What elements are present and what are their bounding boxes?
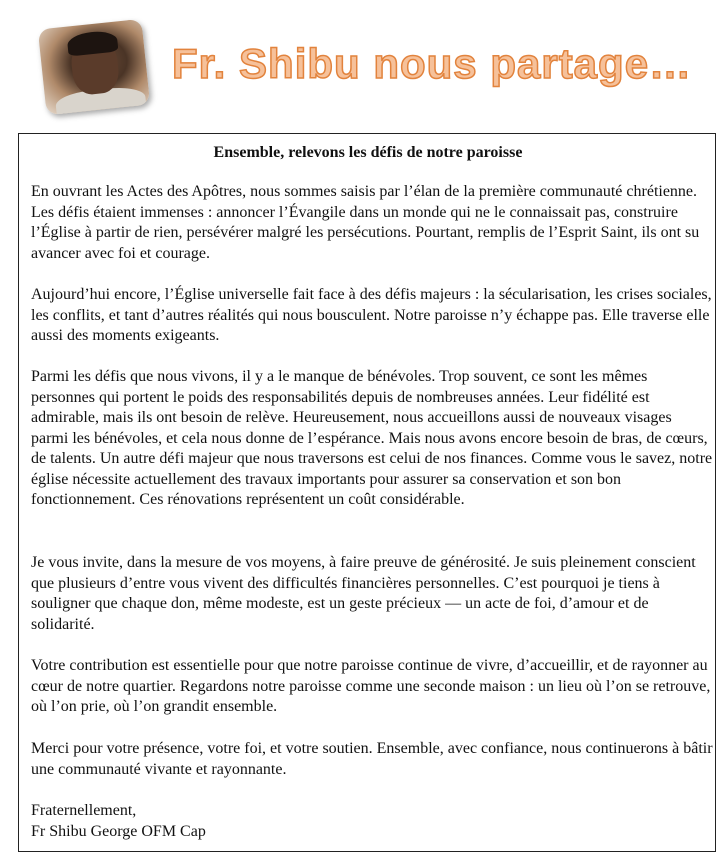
header (0, 0, 728, 130)
paragraph-6: Merci pour votre présence, votre foi, et votre soutien. Ensemble, avec confiance, nous continuerons à bâtir une communauté vivante et rayonnante. (31, 740, 713, 778)
author-photo (38, 19, 150, 115)
paragraph-5: Votre contribution est essentielle pour que notre paroisse continue de vivre, d’accueillir, et de rayonner au cœur de notre quartier. Regardons notre paroisse comme une seconde maison : un lieu où l’on se retrouve, où l’on prie, où l’on grandit ensemble. (31, 657, 711, 715)
article-heading: Ensemble, relevons les défis de notre paroisse (213, 144, 523, 161)
paragraph-3: Parmi les défis que nous vivons, il y a le manque de bénévoles. Trop souvent, ce sont les mêmes personnes qui portent le poids des responsabilités depuis de nombreuses années. Leur fidélité est admirable, mais ils ont besoin de relève. Heureusement, nous accueillons aussi de nouveaux visages parmi les bénévoles, et cela nous donne de l’espérance. Mais nous avons encore besoin de bras, de cœurs, de talents. Un autre défi majeur que nous traversons est celui de nos finances. Comme vous le savez, notre église nécessite actuellement des travaux importants pour assurer sa conservation et son bon fonctionnement. Ces rénovations représentent un coût considérable. (31, 368, 713, 508)
signature: Fr Shibu George OFM Cap (31, 823, 206, 840)
closing-line: Fraternellement, (31, 802, 137, 819)
article-box (18, 133, 716, 852)
paragraph-1: En ouvrant les Actes des Apôtres, nous sommes saisis par l’élan de la première communauté chrétienne. Les défis étaient immenses : annoncer l’Évangile dans un monde qui ne le connaissait pas, construire l’Église à partir de rien, persévérer malgré les persécutions. Pourtant, remplis de l’Esprit Saint, ils ont su avancer avec foi et courage. (31, 183, 700, 262)
page-title: Fr. Shibu nous partage… (172, 40, 693, 87)
paragraph-2: Aujourd’hui encore, l’Église universelle fait face à des défis majeurs : la sécularisation, les crises sociales, les conflits, et tant d’autres réalités qui nous bousculent. Notre paroisse n’y échappe pas. Elle traverse elle aussi des moments exigeants. (31, 286, 712, 344)
paragraph-4: Je vous invite, dans la mesure de vos moyens, à faire preuve de générosité. Je suis pleinement conscient que plusieurs d’entre vous vivent des difficultés financières personnelles. C’est pourquoi je tiens à souligner que chaque don, même modeste, est un geste précieux — un acte de foi, d’amour et de solidarité. (31, 554, 696, 633)
